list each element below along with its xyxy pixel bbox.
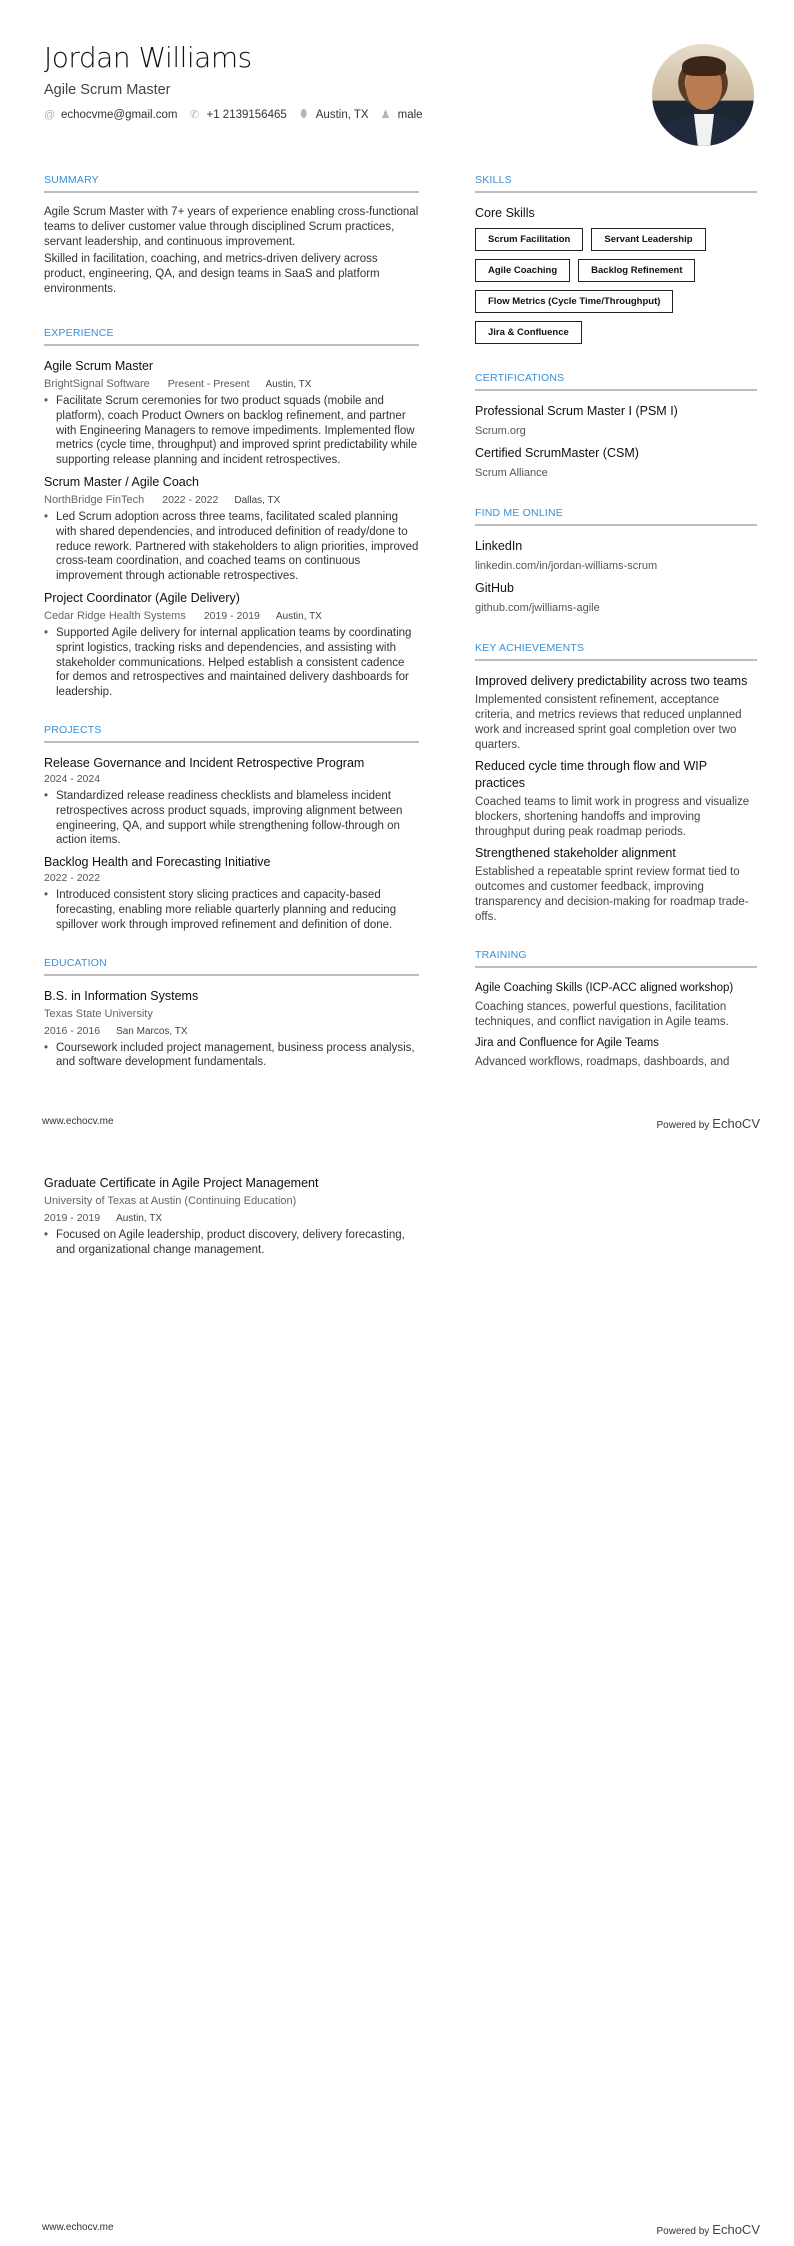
- bullet-item: [44, 1041, 419, 1071]
- skills-section: [475, 174, 757, 352]
- dates: 2022 - 2022: [44, 872, 101, 885]
- school: [44, 1194, 419, 1209]
- section-title: TRAINING: [475, 949, 527, 961]
- bullet-icon: •: [44, 1041, 49, 1054]
- cert-name: Certified ScrumMaster (CSM): [475, 446, 639, 460]
- section-divider: [475, 659, 757, 661]
- degree: Graduate Certificate in Agile Project Management: [44, 1176, 319, 1190]
- achievement-title: Strengthened stakeholder alignment: [475, 846, 676, 860]
- section-title: PROJECTS: [44, 723, 102, 736]
- bullet-icon: •: [44, 395, 49, 407]
- phone-value: +1 2139156465: [206, 108, 287, 121]
- edu-meta: [44, 1211, 419, 1226]
- powered-by: [656, 1116, 760, 1131]
- section-divider: [44, 974, 419, 976]
- location-pin-icon: ⬮: [300, 108, 308, 120]
- skill-group-title: Core Skills: [475, 206, 535, 220]
- achievement-title: Reduced cycle time through flow and WIP practices: [475, 759, 707, 790]
- page-footer-bottom: [42, 2222, 760, 2237]
- bullet-icon: •: [44, 1229, 49, 1241]
- bullet-icon: •: [44, 789, 49, 802]
- experience-section: [44, 327, 419, 700]
- brand-name: EchoCV: [712, 1116, 760, 1131]
- location: Austin, TX: [275, 610, 322, 622]
- job-meta: [44, 377, 419, 392]
- education-entry: [44, 988, 419, 1071]
- education-section: [44, 957, 419, 1071]
- bullet-text: Led Scrum adoption across three teams, facilitated scaled planning with shared dependencies, and introduced definition of ready/done to reduce rework. Partnered with stakeholders to align priorities, improved cross-team coordination, and coached teams on continuous improvement through actionable retrospectives.: [56, 510, 419, 583]
- footer-site-link[interactable]: www.echocv.me: [42, 1116, 114, 1127]
- powered-by-label: Powered by: [656, 1120, 710, 1131]
- online-section: [475, 507, 757, 616]
- skill-chips: [475, 228, 757, 352]
- certifications-section: [475, 372, 757, 481]
- summary-paragraph: Agile Scrum Master with 7+ years of experience enabling cross-functional teams to deliver customer value through disciplined Scrum practices, servant leadership, and continuous improvement.: [44, 206, 419, 248]
- brand-name: EchoCV: [712, 2222, 760, 2237]
- section-title: EXPERIENCE: [44, 327, 114, 339]
- company: NorthBridge FinTech: [44, 493, 145, 506]
- dates: 2019 - 2019: [44, 1212, 101, 1224]
- section-divider: [44, 191, 419, 193]
- achievement-desc: Implemented consistent refinement, acceptance criteria, and metrics reviews that reduced unplanned work and increased sprint goal completion over two quarters.: [475, 694, 742, 751]
- bullet-item: [44, 394, 419, 468]
- skill-chip: Scrum Facilitation: [475, 228, 583, 251]
- achievement-desc: Coached teams to limit work in progress and visualize blockers, shortening handoffs and improving throughput during peak roadmap periods.: [475, 796, 750, 838]
- section-title: FIND ME ONLINE: [475, 507, 563, 519]
- skill-chip: Agile Coaching: [475, 259, 570, 282]
- company: Cedar Ridge Health Systems: [44, 609, 186, 622]
- at-icon: @: [44, 108, 56, 121]
- bullet-item: [44, 510, 419, 584]
- dates: 2022 - 2022: [162, 493, 219, 506]
- contact-row: [44, 108, 604, 121]
- contact-gender: [381, 108, 423, 121]
- bullet-item: [44, 626, 419, 700]
- experience-entry: [44, 358, 419, 468]
- job-meta: [44, 493, 419, 508]
- powered-by-label: Powered by: [656, 2226, 710, 2237]
- resume-header: [44, 40, 604, 121]
- left-column-page-2: [44, 1175, 419, 1264]
- training-desc: Advanced workflows, roadmaps, dashboards, and: [475, 1056, 730, 1068]
- training-title: Agile Coaching Skills (ICP-ACC aligned workshop): [475, 982, 734, 994]
- job-meta: [44, 609, 419, 624]
- contact-email[interactable]: [44, 109, 178, 121]
- dates: 2024 - 2024: [44, 772, 101, 785]
- section-divider: [44, 741, 419, 743]
- left-column: [44, 174, 419, 1076]
- cert-issuer: Scrum Alliance: [475, 467, 548, 479]
- profile-label: GitHub: [475, 581, 514, 595]
- page-footer: [42, 1116, 760, 1131]
- profile-label: LinkedIn: [475, 539, 523, 553]
- project-name: Backlog Health and Forecasting Initiative: [44, 855, 271, 870]
- edu-meta: [44, 1024, 419, 1039]
- cert-name: Professional Scrum Master I (PSM I): [475, 404, 678, 418]
- achievement-desc: Established a repeatable sprint review format tied to outcomes and customer feedback, improving transparency and decision-making for roadmap trade-offs.: [475, 866, 749, 923]
- summary-paragraph: Skilled in facilitation, coaching, and metrics-driven delivery across product, engineering, QA, and design teams in SaaS and platform environments.: [44, 253, 380, 295]
- gender-value: male: [397, 108, 423, 121]
- candidate-name: Jordan Williams: [44, 41, 252, 74]
- projects-section: [44, 724, 419, 933]
- school-name: University of Texas at Austin (Continuing Education): [44, 1195, 297, 1207]
- dates: 2019 - 2019: [203, 609, 260, 622]
- experience-entry: [44, 474, 419, 584]
- bullet-text: Standardized release readiness checklists and blameless incident retrospectives across product squads, improving alignment between engineering, QA, and support while strengthening follow-through on action items.: [56, 789, 403, 847]
- candidate-role: Agile Scrum Master: [44, 82, 171, 98]
- right-column: [475, 174, 757, 1075]
- section-title: SUMMARY: [44, 174, 99, 186]
- skill-chip: Jira & Confluence: [475, 321, 582, 344]
- dates: 2016 - 2016: [44, 1024, 101, 1037]
- school: [44, 1007, 419, 1022]
- profile-link[interactable]: github.com/jwilliams-agile: [475, 602, 600, 614]
- cert-issuer: Scrum.org: [475, 425, 526, 437]
- location: San Marcos, TX: [116, 1025, 188, 1037]
- phone-icon: ✆: [189, 109, 200, 121]
- contact-location: [299, 108, 369, 121]
- summary-section: [44, 174, 419, 297]
- job-title: Agile Scrum Master: [44, 359, 154, 373]
- school-name: Texas State University: [44, 1007, 153, 1020]
- section-title: KEY ACHIEVEMENTS: [475, 642, 585, 654]
- company: BrightSignal Software: [44, 378, 150, 390]
- avatar: [652, 44, 754, 146]
- location: Dallas, TX: [234, 494, 281, 506]
- experience-entry: [44, 590, 419, 700]
- section-divider: [475, 524, 757, 526]
- bullet-item: [44, 789, 419, 848]
- project-entry: [44, 755, 419, 848]
- job-title: Project Coordinator (Agile Delivery): [44, 590, 240, 605]
- achievement-title: Improved delivery predictability across two teams: [475, 674, 748, 688]
- project-name: Release Governance and Incident Retrospective Program: [44, 755, 365, 770]
- footer-site-link[interactable]: www.echocv.me: [42, 2222, 114, 2233]
- bullet-icon: •: [44, 889, 49, 902]
- dates: Present - Present: [167, 378, 250, 390]
- training-desc: Coaching stances, powerful questions, facilitation techniques, and conflict navigation in Agile teams.: [475, 1001, 729, 1028]
- bullet-text: Introduced consistent story slicing practices and capacity-based forecasting, enabling more reliable quarterly planning and reducing spillover work through improved refinement and definition of done.: [56, 889, 397, 931]
- bullet-text: Supported Agile delivery for internal application teams by coordinating sprint logistics, tracking risks and dependencies, and assisting with stakeholder communications. Helped establish a consistent cadence for demos and retrospectives and maintained delivery dashboards for leadership.: [56, 626, 412, 699]
- section-title: EDUCATION: [44, 956, 107, 969]
- degree: B.S. in Information Systems: [44, 988, 199, 1003]
- section-divider: [475, 966, 757, 968]
- powered-by: [656, 2222, 760, 2237]
- contact-phone[interactable]: [190, 108, 287, 121]
- training-section: [475, 949, 757, 1070]
- profile-link[interactable]: linkedin.com/in/jordan-williams-scrum: [475, 560, 658, 572]
- section-title: CERTIFICATIONS: [475, 372, 565, 384]
- skill-chip: Servant Leadership: [591, 228, 705, 251]
- bullet-text: Facilitate Scrum ceremonies for two product squads (mobile and platform), coach Product Owners on backlog refinement, and partner with Engineering Managers to remove impediments. Implemented flow metrics (cycle time, throughput) and improved sprint predictability while supporting release planning and incident retrospectives.: [56, 395, 418, 467]
- training-title: Jira and Confluence for Agile Teams: [475, 1037, 659, 1049]
- section-divider: [44, 344, 419, 346]
- section-title: SKILLS: [475, 174, 512, 186]
- location-value: Austin, TX: [315, 108, 369, 121]
- bullet-text: Coursework included project management, business process analysis, and software development fundamentals.: [56, 1041, 415, 1069]
- location: Austin, TX: [265, 379, 312, 390]
- bullet-item: [44, 888, 419, 932]
- email-value: echocvme@gmail.com: [61, 108, 178, 121]
- job-title: Scrum Master / Agile Coach: [44, 474, 199, 489]
- project-entry: [44, 854, 419, 932]
- person-icon: ♟: [380, 109, 391, 121]
- section-divider: [475, 191, 757, 193]
- bullet-text: Focused on Agile leadership, product discovery, delivery forecasting, and organizational change management.: [56, 1229, 405, 1256]
- bullet-item: [44, 1228, 419, 1258]
- section-divider: [475, 389, 757, 391]
- achievements-section: [475, 642, 757, 925]
- skill-chip: Flow Metrics (Cycle Time/Throughput): [475, 290, 673, 313]
- education-entry: [44, 1175, 419, 1258]
- bullet-icon: •: [44, 510, 49, 523]
- skill-chip: Backlog Refinement: [578, 259, 695, 282]
- avatar-hair: [682, 56, 726, 76]
- bullet-icon: •: [44, 626, 49, 639]
- location: Austin, TX: [116, 1213, 163, 1224]
